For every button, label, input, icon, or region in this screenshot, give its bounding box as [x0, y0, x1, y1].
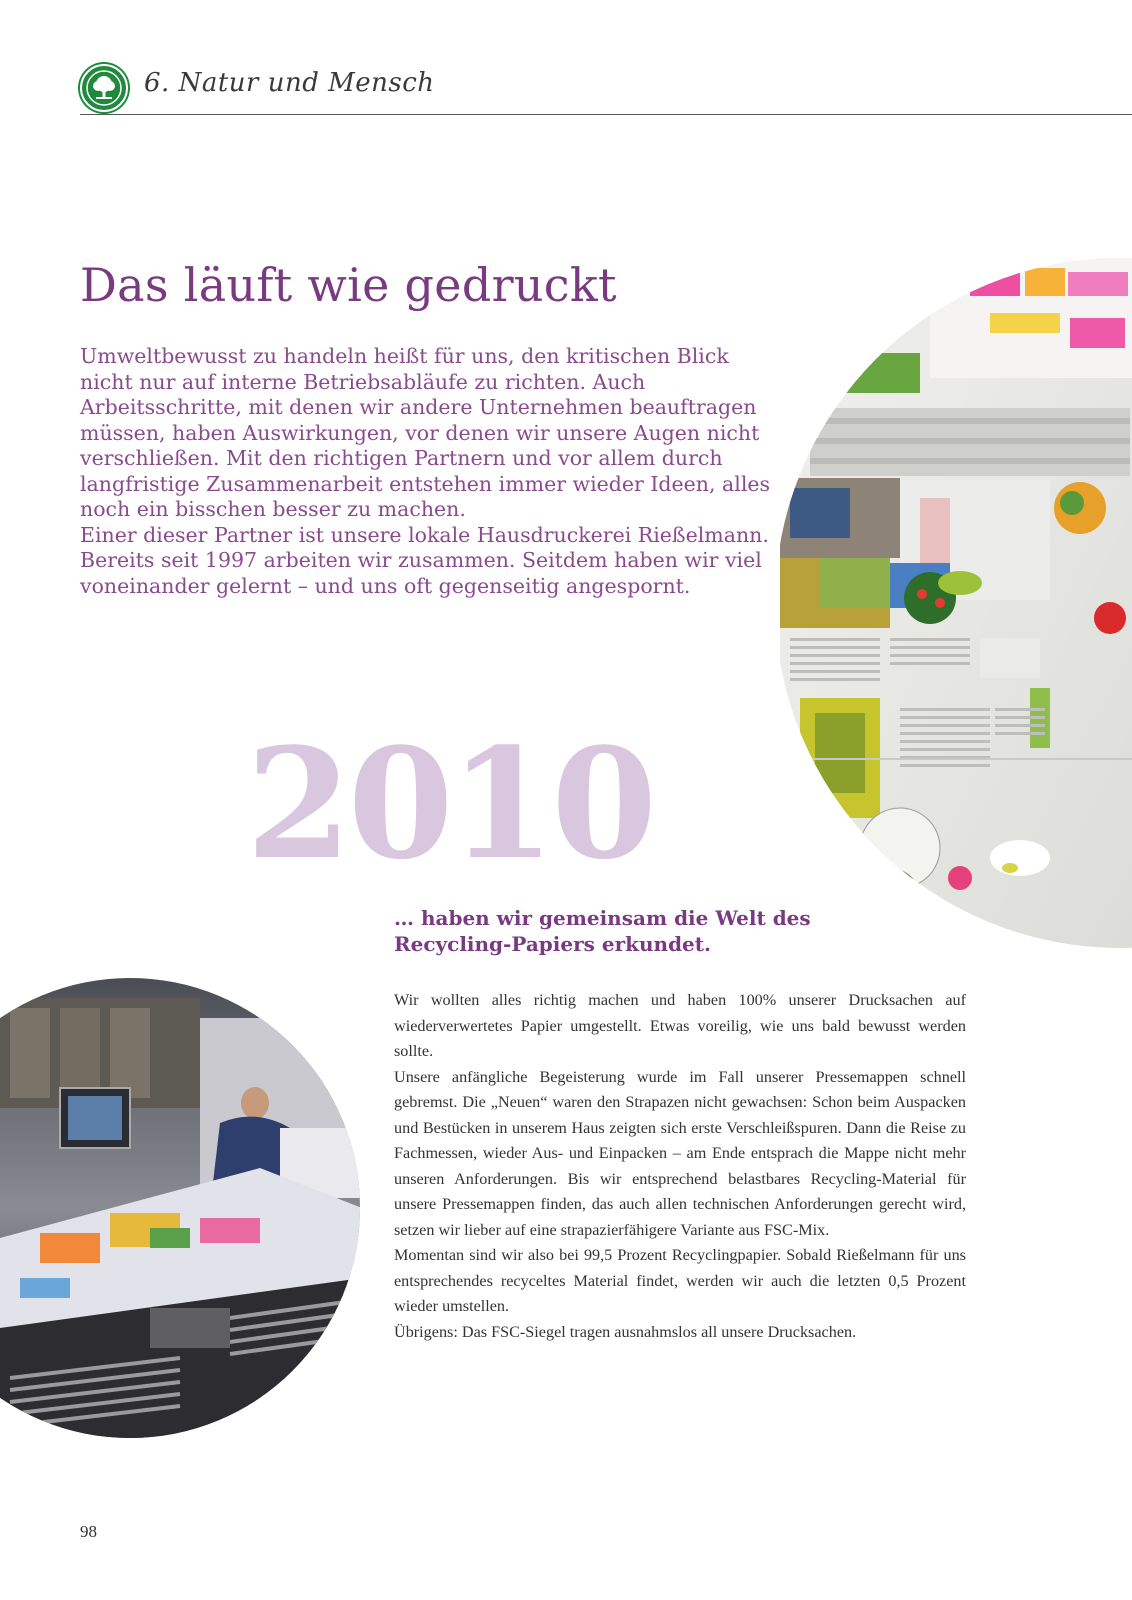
- intro-paragraph: Umweltbewusst zu handeln heißt für uns, den kritischen Blick nicht nur auf interne Betriebsabläufe zu richten. Auch Arbeitsschritte, mit denen wir andere Unternehmen beauftragen müssen, haben Auswirkungen, vor denen wir unsere Augen nicht verschließen. Mit den richtigen Partnern und vor allem durch langfristige Zusammenarbeit entstehen immer wieder Ideen, alles noch ein bisschen besser zu machen.: [80, 344, 771, 521]
- body-paragraph: Wir wollten alles richtig machen und haben 100% unserer Drucksachen auf wiederverwertetes Papier umgestellt. Etwas voreilig, wie uns bald bewusst werden sollte.: [394, 991, 966, 1060]
- body-paragraph: Unsere anfängliche Begeisterung wurde im Fall unserer Pressemappen schnell gebremst. Die „Neuen“ waren den Strapazen nicht gewachsen: Schon beim Auspacken und Bestücken in unserem Haus zeigten sich erste Verschleißspuren. Dann die Reise zu Fachmessen, wieder Aus- und Einpacken – am Ende entsprach die Mappe nicht mehr unseren Anforderungen. Bis wir entsprechend belastbares Recycling-Material für unsere Pressemappen finden, das auch allen technischen Anforderungen gerecht wird, setzen wir lieber auf eine strapazierfähigere Variante aus FSC-Mix.: [394, 1067, 966, 1239]
- page-number: 98: [80, 1522, 97, 1541]
- body-paragraph: Übrigens: Das FSC-Siegel tragen ausnahmslos all unsere Drucksachen.: [394, 1322, 857, 1341]
- section-subheading: … haben wir gemeinsam die Welt des Recycling-Papiers erkundet.: [394, 906, 811, 956]
- body-paragraph: Momentan sind wir also bei 99,5 Prozent Recyclingpapier. Sobald Rießelmann für uns entsprechendes recyceltes Material findet, werden wir auch die letzten 0,5 Prozent wieder umstellen.: [394, 1246, 966, 1315]
- page-title: Das läuft wie gedruckt: [80, 258, 617, 312]
- body-text: [394, 988, 966, 1345]
- printed-brochures-photo: [780, 258, 1132, 948]
- page-header: [80, 62, 1132, 115]
- tree-seal-icon: [80, 64, 128, 112]
- section-title: 6. Natur und Mensch: [144, 68, 435, 98]
- year-watermark: 2010: [246, 714, 654, 893]
- intro-text: [80, 344, 780, 599]
- print-shop-photo: [0, 978, 362, 1438]
- intro-paragraph: Einer dieser Partner ist unsere lokale Hausdruckerei Rießelmann. Bereits seit 1997 arbeiten wir zusammen. Seitdem haben wir viel voneinander gelernt – und uns oft gegenseitig angespornt.: [80, 522, 769, 598]
